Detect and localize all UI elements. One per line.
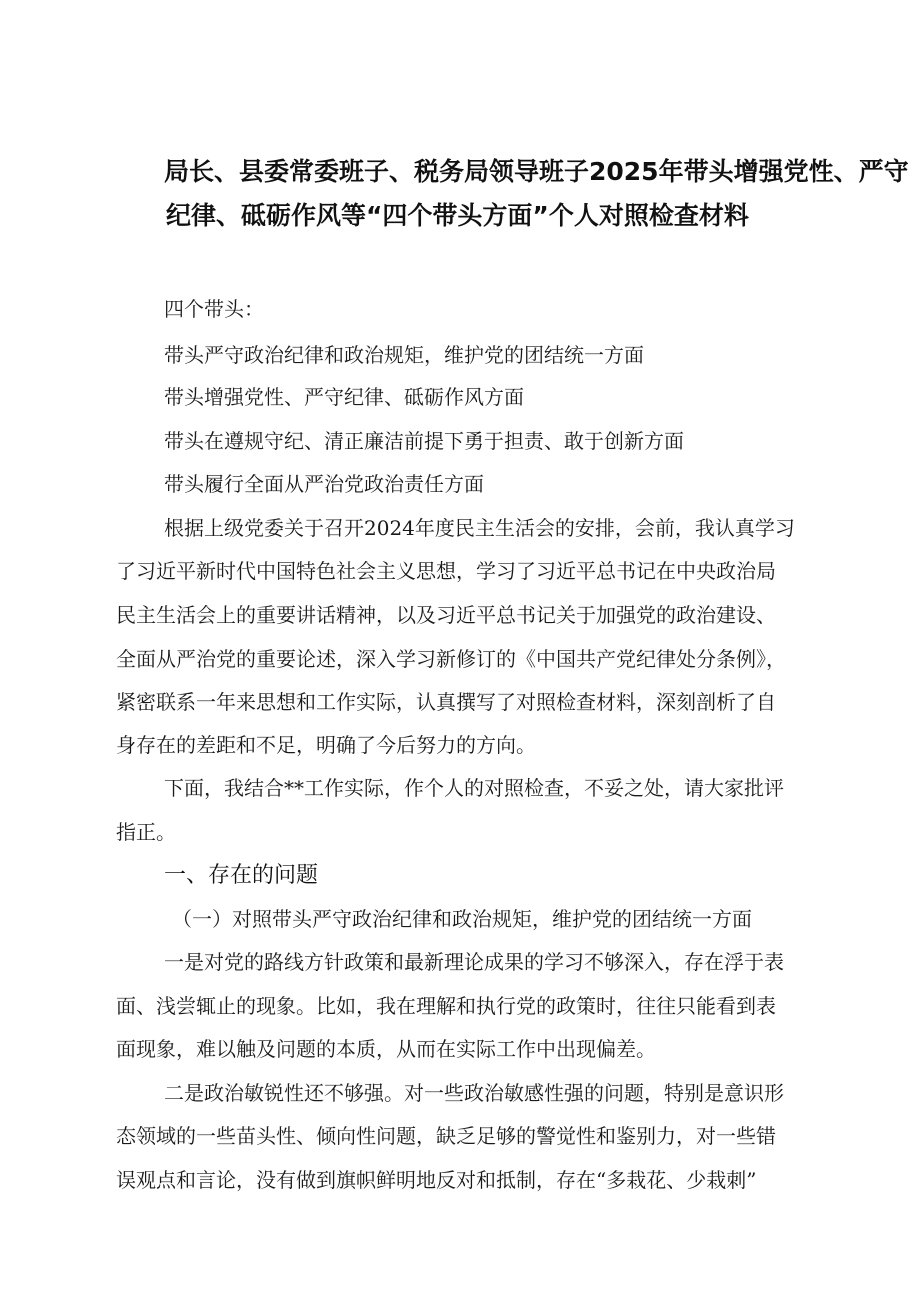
para1-line-6: 身存在的差距和不足，明确了今后努力的方向。	[116, 733, 536, 757]
subsection-heading: （一）对照带头严守政治纪律和政治规矩，维护党的团结统一方面	[172, 907, 752, 931]
title-line-1: 局长、县委常委班子、税务局领导班子2025年带头增强党性、严守	[164, 157, 909, 186]
para1-line-2: 了习近平新时代中国特色社会主义思想，学习了习近平总书记在中央政治局	[116, 559, 776, 583]
para2-line-2: 指正。	[116, 820, 176, 844]
intro-label: 四个带头：	[164, 297, 264, 321]
para1-line-5: 紧密联系一年来思想和工作实际，认真撰写了对照检查材料，深刻剖析了自	[116, 690, 776, 714]
section-heading: 一、存在的问题	[164, 863, 319, 888]
title-line-2: 纪律、砥砺作风等“四个带头方面”个人对照检查材料	[166, 201, 749, 230]
four-item-3: 带头在遵规守纪、清正廉洁前提下勇于担责、敢于创新方面	[164, 429, 684, 453]
point1-line-2: 面、浅尝辄止的现象。比如，我在理解和执行党的政策时，往往只能看到表	[116, 994, 776, 1018]
document-title	[126, 150, 909, 238]
four-item-1: 带头严守政治纪律和政治规矩，维护党的团结统一方面	[164, 343, 644, 367]
four-item-2: 带头增强党性、严守纪律、砥砺作风方面	[164, 385, 524, 409]
point1-line-3: 面现象，难以触及问题的本质，从而在实际工作中出现偏差。	[116, 1037, 656, 1061]
four-item-4: 带头履行全面从严治党政治责任方面	[164, 472, 484, 496]
para1-line-4: 全面从严治党的重要论述，深入学习新修订的《中国共产党纪律处分条例》，	[116, 647, 786, 671]
point2-line-2: 态领域的一些苗头性、倾向性问题，缺乏足够的警觉性和鉴别力，对一些错	[116, 1124, 776, 1148]
point1-line-1: 一是对党的路线方针政策和最新理论成果的学习不够深入，存在浮于表	[164, 950, 784, 974]
para1-line-1: 根据上级党委关于召开2024年度民主生活会的安排，会前，我认真学习	[164, 516, 795, 540]
point2-line-1: 二是政治敏锐性还不够强。对一些政治敏感性强的问题，特别是意识形	[164, 1081, 784, 1105]
point2-line-3: 误观点和言论，没有做到旗帜鲜明地反对和抵制，存在“多栽花、少栽刺”	[116, 1168, 757, 1192]
para1-line-3: 民主生活会上的重要讲话精神，以及习近平总书记关于加强党的政治建设、	[116, 603, 776, 627]
para2-line-1: 下面，我结合**工作实际，作个人的对照检查，不妥之处，请大家批评	[164, 776, 784, 800]
